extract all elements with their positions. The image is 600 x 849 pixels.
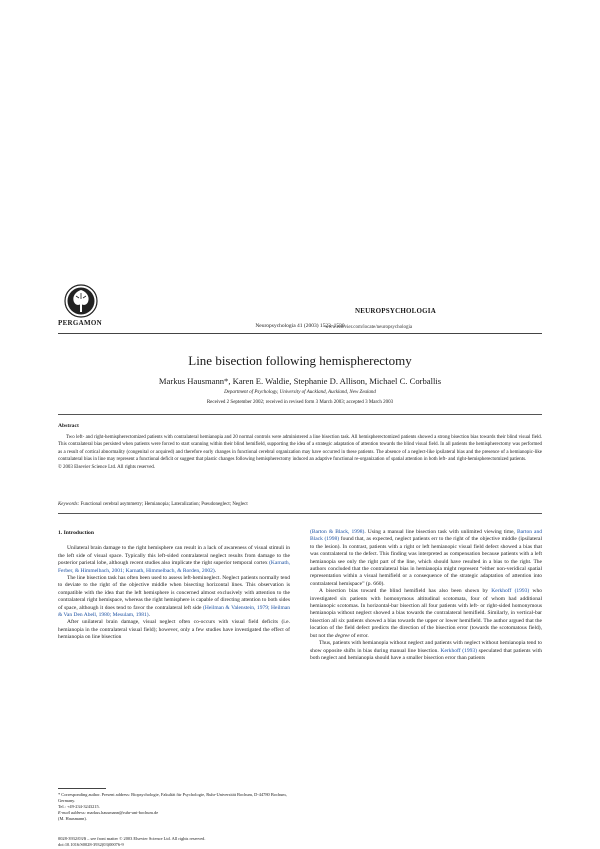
paragraph xyxy=(310,640,542,662)
divider xyxy=(58,513,542,514)
footnote-rule xyxy=(58,788,106,789)
received-dates: Received 2 September 2002; received in revised form 3 March 2003; accepted 3 March 2003 xyxy=(206,400,394,405)
publisher-name: PERGAMON xyxy=(58,319,103,327)
email-label: E-mail address: xyxy=(58,810,87,815)
abstract-text: Two left- and right-hemispherectomized patients with contralateral hemianopia and 20 normal controls were administered a line bisection task. All hemispherectomized patients showed a strong bisection bias towards their blind visual field. This contralateral bias persisted when patients were forced to start scanning within their blind hemifield, supporting the idea of a strategic adaptation of attention towards the blind visual field. In all patients the hemispherectomy was performed as a result of cortical abnormality (congenital or acquired) and therefore early changes in functional cerebral organization may have occurred in these patients. The absence of a neglect-like ipsilateral bias and the presence of a hemianopic-like contralateral bias in line may represent a functional deficit or suggest that plastic changes following hemispherectomy induced an adaptive functional re-organization of spatial attention in both left- and right-hemispherectomized patients. xyxy=(58,435,542,463)
paragraph-text: The line bisection task has often been used to assess left-hemineglect. Neglect patients normally tend to deviate to the right of the objective middle when bisecting horizontal lines. This observation is compatible with the idea that the left hemisphere is concerned almost exclusively with attention to the contralateral right hemispace, whereas the right hemisphere is capable of directing attention to both sides of space, although it does tend to favor the contralateral left side xyxy=(58,575,290,611)
footer-line: 0028-3932/03/$ – see front matter © 2003 Elsevier Science Ltd. All rights reserved. xyxy=(58,836,206,841)
copyright-footer xyxy=(58,836,205,848)
paragraph xyxy=(310,588,542,640)
punctuation: . xyxy=(148,612,151,619)
abstract-copyright: © 2003 Elsevier Science Ltd. All rights reserved. xyxy=(58,464,156,470)
paragraph xyxy=(310,529,542,588)
footnote-line: Tel.: +49-234-3243215. xyxy=(58,804,100,809)
email-link[interactable]: markus.hausmann@ruhr-uni-bochum.de xyxy=(87,810,159,815)
paragraph-text: . Using a manual line bisection task with unlimited viewing time, xyxy=(364,529,515,535)
affiliation: Department of Psychology, University of Auckland, Auckland, New Zealand xyxy=(224,390,376,395)
author-list: Markus Hausmann*, Karen E. Waldie, Stephanie D. Allison, Michael C. Corballis xyxy=(158,376,442,386)
citation-link[interactable]: Kerkhoff (1993) xyxy=(491,588,530,595)
citation-link[interactable]: Barton and Black (1998) xyxy=(310,529,542,543)
citation-link[interactable]: (Barton & Black, 1998) xyxy=(310,529,365,535)
citation-link[interactable]: (Heilman & Valenstein, 1979; Heilman & Van Den Abell, 1980; Mesulam, 1981) xyxy=(58,604,290,619)
citation-link[interactable]: Kerkhoff (1993) xyxy=(440,647,477,654)
keywords-label: Keywords: xyxy=(58,502,80,507)
journal-url-link[interactable]: www.elsevier.com/locate/neuropsychologia xyxy=(325,325,413,330)
paragraph-text: After unilateral brain damage, visual neglect often co-occurs with visual field deficits (i.e. hemianopia in the contralateral visual field); however, only a few studies have investigated the effect of hemianopia on line bisection xyxy=(58,619,290,641)
journal-name: NEUROPSYCHOLOGIA xyxy=(355,307,436,315)
paragraph-text: found that, as expected, neglect patients err to the right of the objective middle (ipsilateral to the lesion). In contrast, patients with a right or left hemianopic visual field defect showed a bias that was contralateral to the defect. This finding was interpreted as compensation because patients with a left hemianopia see only the right part of the line, which should have resulted in a bias to the right. The authors concluded that the contralateral bias in hemianopia might represent “either non-veridical spatial representation within a visual hemifield or a consequence of the strategic adaptation of attention into contralateral hemispace” (p. 660). xyxy=(310,536,543,587)
paragraph xyxy=(58,619,290,641)
pergamon-tree-logo xyxy=(64,284,98,318)
paragraph xyxy=(58,545,290,575)
paragraph-text: A bisection bias toward the blind hemifield has also been shown by xyxy=(319,588,489,595)
punctuation: . xyxy=(214,567,217,574)
divider xyxy=(58,414,542,415)
paragraph-text: who investigated six patients with homonymous altitudinal scotomata, four of whom had additional hemianopic scotomas. In horizontal-bar bisection all four patients with left- or right-sided homonymous hemianopia without neglect showed a bias towards the contralateral hemifield. Similarly, in vertical-bar bisection all six patients showed a bias towards the upper or lower hemifield. The author argued that the location of the field defect predicts the direction of the bisection error (towards the scotomatous field), but not the xyxy=(310,588,543,639)
paragraph-text: speculated that patients with both neglect and hemianopia should have a smaller bisection error than patients xyxy=(310,647,542,661)
paragraph-text: of error. xyxy=(351,632,369,639)
citation-link[interactable]: (Karnath, Ferber, & Himmelbach, 2001; Karnath, Himmelbach, & Rorden, 2002) xyxy=(58,560,290,574)
keywords-list: Functional cerebral asymmetry; Hemianopia; Lateralization; Pseudoneglect; Neglect xyxy=(80,502,248,507)
emphasis: degree xyxy=(334,632,350,639)
section-heading-introduction: 1. Introduction xyxy=(58,530,94,536)
footnote-line: * Corresponding author. Present address: Biopsychologie, Fakultät für Psychologie, Ruhr-Universität Bochum, D-44780 Bochum, Germany. xyxy=(58,792,287,803)
paragraph-text: Unilateral brain damage to the right hemisphere can result in a lack of awareness of visual stimuli in the left side of visual space. Typically this left-sided contralateral neglect results from damage to the posterior parietal lobe, although recent studies also implicate the right superior temporal cortex xyxy=(58,545,290,567)
paragraph xyxy=(58,575,290,619)
header-rule xyxy=(58,333,542,334)
right-column xyxy=(310,529,542,662)
article-title: Line bisection following hemispherectomy xyxy=(188,353,412,368)
abstract-heading: Abstract xyxy=(58,423,79,429)
footnote-line: (M. Hausmann). xyxy=(58,816,87,821)
footnote xyxy=(58,792,290,822)
keywords xyxy=(58,502,248,507)
left-column xyxy=(58,530,290,642)
doi: doi:10.1016/S0028-3932(03)00076-9 xyxy=(58,842,124,847)
abstract-body xyxy=(58,434,542,471)
paragraph-text: Thus, patients with hemianopia without neglect and patients with neglect without hemianopia tend to show opposite shifts in bias during manual line bisection. xyxy=(310,640,542,654)
journal-reference: Neuropsychologia 41 (2003) 1523–1530 xyxy=(255,323,345,329)
